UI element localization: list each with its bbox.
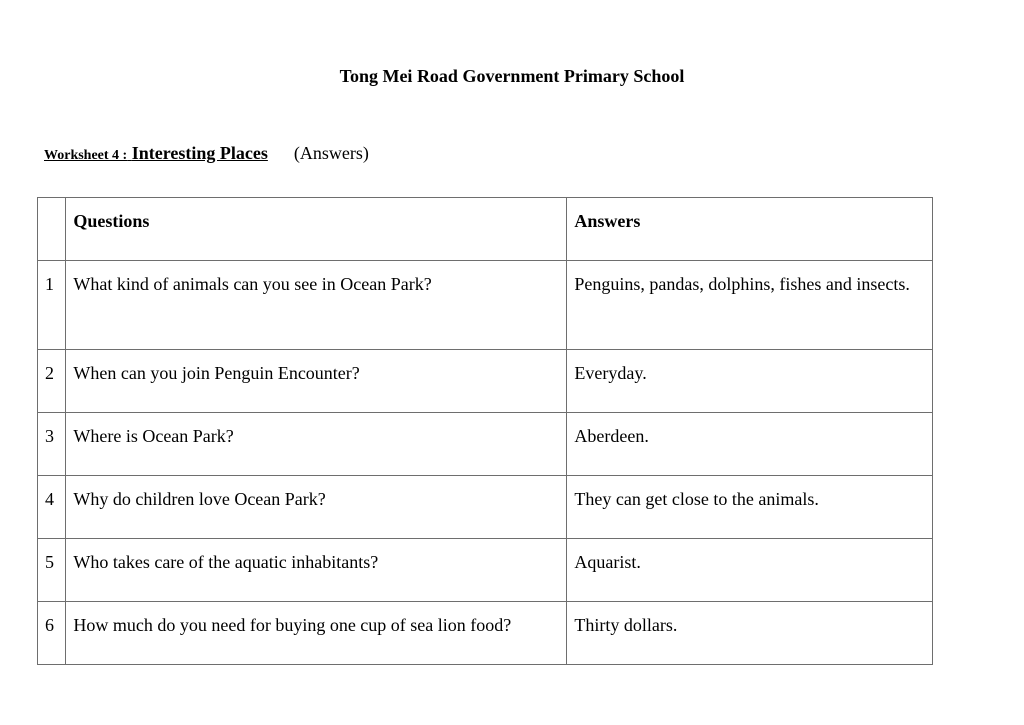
table-header-row <box>38 198 933 261</box>
row-number: 4 <box>38 476 66 539</box>
answers-label: (Answers) <box>293 143 369 163</box>
worksheet-heading-line <box>44 143 369 164</box>
row-question: How much do you need for buying one cup of sea lion food? <box>66 602 567 665</box>
row-question: When can you join Penguin Encounter? <box>66 350 567 413</box>
row-answer: Thirty dollars. <box>567 602 933 665</box>
row-answer <box>567 261 933 350</box>
table-row <box>38 476 933 539</box>
row-answer: They can get close to the animals. <box>567 476 933 539</box>
row-answer: Everyday. <box>567 350 933 413</box>
worksheet-title: Interesting Places <box>131 143 268 163</box>
row-question: Where is Ocean Park? <box>66 413 567 476</box>
table-row <box>38 261 933 350</box>
school-title: Tong Mei Road Government Primary School <box>339 66 685 86</box>
row-number: 6 <box>38 602 66 665</box>
header-questions: Questions <box>66 198 567 261</box>
qa-table <box>37 197 933 665</box>
row-question: Who takes care of the aquatic inhabitants? <box>66 539 567 602</box>
row-question: What kind of animals can you see in Ocean Park? <box>66 261 567 350</box>
row-number: 1 <box>38 261 66 350</box>
table-row <box>38 602 933 665</box>
row-answer-text: Penguins, pandas, dolphins, fishes and insects. <box>574 274 910 294</box>
table-row <box>38 413 933 476</box>
table-row <box>38 539 933 602</box>
worksheet-number: Worksheet 4 : <box>44 148 128 163</box>
row-number: 3 <box>38 413 66 476</box>
worksheet-heading <box>44 143 268 163</box>
row-answer: Aberdeen. <box>567 413 933 476</box>
row-answer: Aquarist. <box>567 539 933 602</box>
row-question: Why do children love Ocean Park? <box>66 476 567 539</box>
table-row <box>38 350 933 413</box>
header-answers: Answers <box>567 198 933 261</box>
row-number: 5 <box>38 539 66 602</box>
header-number <box>38 198 66 261</box>
row-number: 2 <box>38 350 66 413</box>
